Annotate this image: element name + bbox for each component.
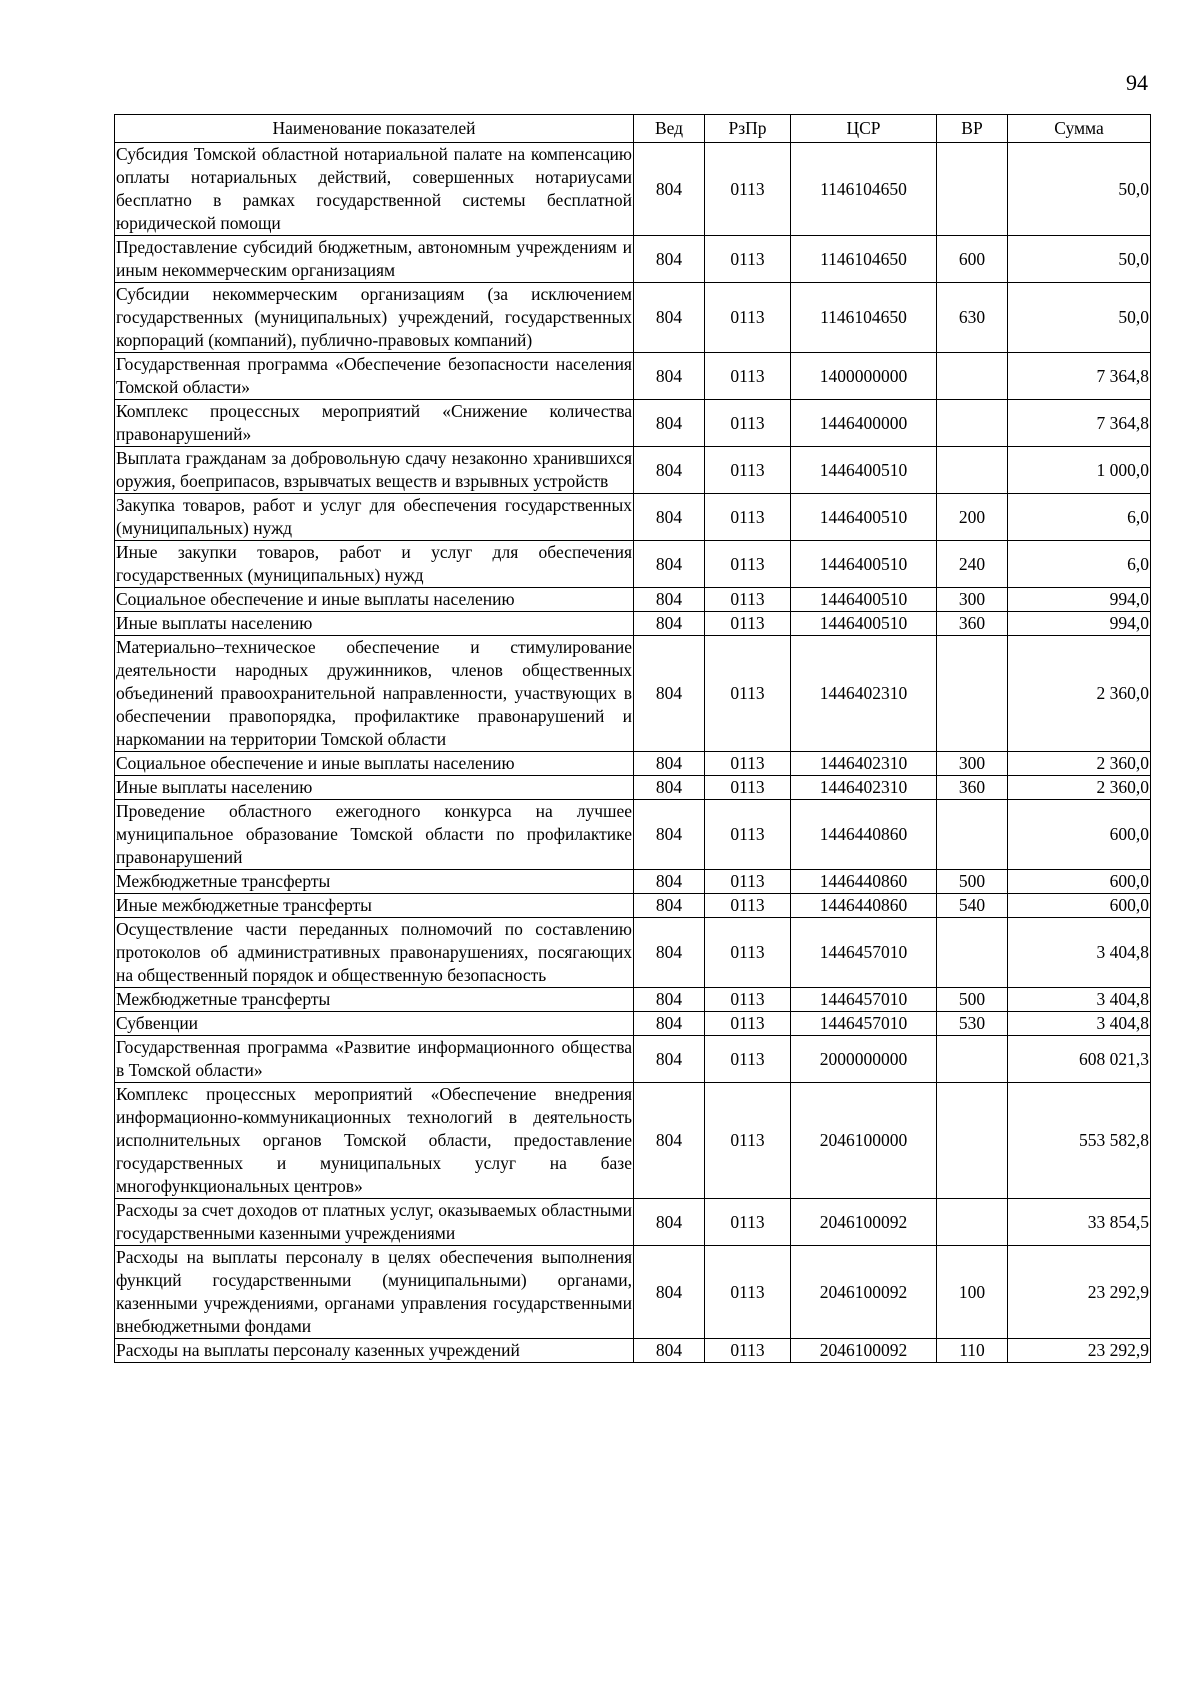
cell-ved: 804 xyxy=(634,918,705,988)
cell-name: Предоставление субсидий бюджетным, автономным учреждениям и иным некоммерческим организациям xyxy=(115,236,634,283)
table-row xyxy=(115,1199,1151,1246)
cell-csr: 1446402310 xyxy=(791,636,937,752)
table-row xyxy=(115,1012,1151,1036)
cell-sum: 2 360,0 xyxy=(1008,752,1151,776)
cell-ved: 804 xyxy=(634,988,705,1012)
cell-ved: 804 xyxy=(634,894,705,918)
cell-vr xyxy=(937,636,1008,752)
cell-sum: 600,0 xyxy=(1008,894,1151,918)
cell-rzpr: 0113 xyxy=(705,588,791,612)
cell-ved: 804 xyxy=(634,1036,705,1083)
cell-name: Материально–техническое обеспечение и стимулирование деятельности народных дружинников, членов общественных объединений правоохранительной направленности, участвующих в обеспечении правопорядка, профилактике правонарушений и наркомании на территории Томской области xyxy=(115,636,634,752)
cell-sum: 7 364,8 xyxy=(1008,400,1151,447)
cell-sum: 7 364,8 xyxy=(1008,353,1151,400)
cell-csr: 1446400510 xyxy=(791,588,937,612)
cell-sum: 2 360,0 xyxy=(1008,776,1151,800)
cell-csr: 1446457010 xyxy=(791,918,937,988)
cell-sum: 608 021,3 xyxy=(1008,1036,1151,1083)
cell-rzpr: 0113 xyxy=(705,236,791,283)
cell-sum: 2 360,0 xyxy=(1008,636,1151,752)
cell-name: Осуществление части переданных полномочий по составлению протоколов об административных правонарушениях, посягающих на общественный порядок и общественную безопасность xyxy=(115,918,634,988)
cell-name: Государственная программа «Развитие информационного общества в Томской области» xyxy=(115,1036,634,1083)
cell-rzpr: 0113 xyxy=(705,400,791,447)
cell-ved: 804 xyxy=(634,752,705,776)
cell-ved: 804 xyxy=(634,588,705,612)
cell-rzpr: 0113 xyxy=(705,447,791,494)
cell-rzpr: 0113 xyxy=(705,776,791,800)
cell-rzpr: 0113 xyxy=(705,918,791,988)
table-row xyxy=(115,1246,1151,1339)
cell-rzpr: 0113 xyxy=(705,1246,791,1339)
table-row xyxy=(115,636,1151,752)
table-row xyxy=(115,1036,1151,1083)
cell-rzpr: 0113 xyxy=(705,894,791,918)
cell-name: Межбюджетные трансферты xyxy=(115,988,634,1012)
table-row xyxy=(115,400,1151,447)
table-body xyxy=(115,143,1151,1363)
table-row xyxy=(115,918,1151,988)
cell-sum: 33 854,5 xyxy=(1008,1199,1151,1246)
cell-csr: 1446402310 xyxy=(791,752,937,776)
cell-sum: 3 404,8 xyxy=(1008,918,1151,988)
cell-name: Иные выплаты населению xyxy=(115,612,634,636)
table-row xyxy=(115,894,1151,918)
cell-vr xyxy=(937,800,1008,870)
cell-rzpr: 0113 xyxy=(705,1012,791,1036)
cell-name: Субсидия Томской областной нотариальной палате на компенсацию оплаты нотариальных действий, совершенных нотариусами бесплатно в рамках государственной системы бесплатной юридической помощи xyxy=(115,143,634,236)
cell-rzpr: 0113 xyxy=(705,353,791,400)
cell-ved: 804 xyxy=(634,1246,705,1339)
cell-ved: 804 xyxy=(634,1012,705,1036)
cell-rzpr: 0113 xyxy=(705,143,791,236)
cell-csr: 2046100092 xyxy=(791,1246,937,1339)
table-row xyxy=(115,143,1151,236)
cell-name: Комплекс процессных мероприятий «Обеспечение внедрения информационно-коммуникационных технологий в деятельность исполнительных органов Томской области, предоставление государственных и муниципальных услуг на базе многофункциональных центров» xyxy=(115,1083,634,1199)
cell-ved: 804 xyxy=(634,870,705,894)
table-row xyxy=(115,870,1151,894)
cell-csr: 1446400510 xyxy=(791,612,937,636)
cell-sum: 50,0 xyxy=(1008,236,1151,283)
cell-csr: 1146104650 xyxy=(791,143,937,236)
cell-rzpr: 0113 xyxy=(705,800,791,870)
cell-vr: 360 xyxy=(937,612,1008,636)
cell-name: Иные выплаты населению xyxy=(115,776,634,800)
cell-csr: 2046100092 xyxy=(791,1199,937,1246)
table-row xyxy=(115,494,1151,541)
cell-name: Иные межбюджетные трансферты xyxy=(115,894,634,918)
header-vr: ВР xyxy=(937,115,1008,143)
cell-name: Субвенции xyxy=(115,1012,634,1036)
table-row xyxy=(115,353,1151,400)
cell-rzpr: 0113 xyxy=(705,988,791,1012)
cell-csr: 1446400510 xyxy=(791,494,937,541)
cell-sum: 50,0 xyxy=(1008,143,1151,236)
cell-name: Расходы на выплаты персоналу казенных учреждений xyxy=(115,1339,634,1363)
header-sum: Сумма xyxy=(1008,115,1151,143)
cell-ved: 804 xyxy=(634,1339,705,1363)
cell-vr xyxy=(937,1036,1008,1083)
table-row xyxy=(115,612,1151,636)
cell-csr: 1446440860 xyxy=(791,894,937,918)
table-header-row xyxy=(115,115,1151,143)
cell-csr: 1446457010 xyxy=(791,988,937,1012)
cell-vr: 200 xyxy=(937,494,1008,541)
table-row xyxy=(115,800,1151,870)
cell-rzpr: 0113 xyxy=(705,870,791,894)
cell-csr: 1446400000 xyxy=(791,400,937,447)
cell-name: Социальное обеспечение и иные выплаты населению xyxy=(115,752,634,776)
table-row xyxy=(115,283,1151,353)
cell-ved: 804 xyxy=(634,541,705,588)
cell-vr: 500 xyxy=(937,870,1008,894)
cell-rzpr: 0113 xyxy=(705,752,791,776)
cell-ved: 804 xyxy=(634,612,705,636)
table-row xyxy=(115,1339,1151,1363)
cell-name: Проведение областного ежегодного конкурса на лучшее муниципальное образование Томской области по профилактике правонарушений xyxy=(115,800,634,870)
cell-vr: 600 xyxy=(937,236,1008,283)
cell-csr: 1446400510 xyxy=(791,541,937,588)
cell-vr: 110 xyxy=(937,1339,1008,1363)
cell-csr: 1146104650 xyxy=(791,236,937,283)
cell-sum: 994,0 xyxy=(1008,612,1151,636)
cell-vr: 630 xyxy=(937,283,1008,353)
cell-vr xyxy=(937,143,1008,236)
cell-sum: 1 000,0 xyxy=(1008,447,1151,494)
cell-ved: 804 xyxy=(634,143,705,236)
cell-sum: 600,0 xyxy=(1008,800,1151,870)
cell-sum: 50,0 xyxy=(1008,283,1151,353)
cell-csr: 1446440860 xyxy=(791,800,937,870)
cell-ved: 804 xyxy=(634,776,705,800)
table-row xyxy=(115,588,1151,612)
cell-ved: 804 xyxy=(634,494,705,541)
cell-vr: 540 xyxy=(937,894,1008,918)
cell-vr xyxy=(937,447,1008,494)
cell-rzpr: 0113 xyxy=(705,1339,791,1363)
table-row xyxy=(115,988,1151,1012)
cell-vr: 530 xyxy=(937,1012,1008,1036)
cell-ved: 804 xyxy=(634,1083,705,1199)
cell-csr: 1146104650 xyxy=(791,283,937,353)
cell-rzpr: 0113 xyxy=(705,494,791,541)
cell-ved: 804 xyxy=(634,400,705,447)
cell-ved: 804 xyxy=(634,283,705,353)
cell-rzpr: 0113 xyxy=(705,1083,791,1199)
cell-csr: 1446402310 xyxy=(791,776,937,800)
cell-ved: 804 xyxy=(634,636,705,752)
cell-vr xyxy=(937,400,1008,447)
cell-name: Расходы на выплаты персоналу в целях обеспечения выполнения функций государственными (муниципальными) органами, казенными учреждениями, органами управления государственными внебюджетными фондами xyxy=(115,1246,634,1339)
cell-csr: 2046100092 xyxy=(791,1339,937,1363)
cell-ved: 804 xyxy=(634,447,705,494)
cell-ved: 804 xyxy=(634,1199,705,1246)
cell-sum: 6,0 xyxy=(1008,494,1151,541)
header-rzpr: РзПр xyxy=(705,115,791,143)
header-name: Наименование показателей xyxy=(115,115,634,143)
cell-vr: 360 xyxy=(937,776,1008,800)
cell-name: Закупка товаров, работ и услуг для обеспечения государственных (муниципальных) нужд xyxy=(115,494,634,541)
cell-sum: 600,0 xyxy=(1008,870,1151,894)
cell-sum: 6,0 xyxy=(1008,541,1151,588)
table-row xyxy=(115,236,1151,283)
table-row xyxy=(115,752,1151,776)
cell-csr: 1446457010 xyxy=(791,1012,937,1036)
cell-sum: 553 582,8 xyxy=(1008,1083,1151,1199)
cell-vr xyxy=(937,918,1008,988)
cell-rzpr: 0113 xyxy=(705,541,791,588)
cell-vr: 300 xyxy=(937,752,1008,776)
cell-rzpr: 0113 xyxy=(705,612,791,636)
cell-csr: 1400000000 xyxy=(791,353,937,400)
cell-sum: 23 292,9 xyxy=(1008,1246,1151,1339)
cell-name: Комплекс процессных мероприятий «Снижение количества правонарушений» xyxy=(115,400,634,447)
table-row xyxy=(115,541,1151,588)
cell-sum: 23 292,9 xyxy=(1008,1339,1151,1363)
budget-table xyxy=(114,114,1151,1363)
cell-rzpr: 0113 xyxy=(705,283,791,353)
cell-vr: 300 xyxy=(937,588,1008,612)
header-csr: ЦСР xyxy=(791,115,937,143)
cell-name: Межбюджетные трансферты xyxy=(115,870,634,894)
cell-name: Социальное обеспечение и иные выплаты населению xyxy=(115,588,634,612)
cell-csr: 2000000000 xyxy=(791,1036,937,1083)
cell-csr: 1446440860 xyxy=(791,870,937,894)
cell-vr: 100 xyxy=(937,1246,1008,1339)
table-row xyxy=(115,447,1151,494)
cell-ved: 804 xyxy=(634,353,705,400)
cell-sum: 994,0 xyxy=(1008,588,1151,612)
cell-rzpr: 0113 xyxy=(705,636,791,752)
cell-vr xyxy=(937,1083,1008,1199)
table-row xyxy=(115,1083,1151,1199)
cell-name: Иные закупки товаров, работ и услуг для обеспечения государственных (муниципальных) нужд xyxy=(115,541,634,588)
table-row xyxy=(115,776,1151,800)
cell-name: Выплата гражданам за добровольную сдачу незаконно хранившихся оружия, боеприпасов, взрывчатых веществ и взрывных устройств xyxy=(115,447,634,494)
cell-ved: 804 xyxy=(634,800,705,870)
cell-vr: 240 xyxy=(937,541,1008,588)
cell-sum: 3 404,8 xyxy=(1008,1012,1151,1036)
cell-name: Государственная программа «Обеспечение безопасности населения Томской области» xyxy=(115,353,634,400)
page-number: 94 xyxy=(1126,70,1148,95)
cell-rzpr: 0113 xyxy=(705,1036,791,1083)
cell-vr xyxy=(937,353,1008,400)
cell-vr: 500 xyxy=(937,988,1008,1012)
cell-ved: 804 xyxy=(634,236,705,283)
cell-name: Субсидии некоммерческим организациям (за исключением государственных (муниципальных) учреждений, государственных корпораций (компаний), публично-правовых компаний) xyxy=(115,283,634,353)
cell-name: Расходы за счет доходов от платных услуг, оказываемых областными государственными казенными учреждениями xyxy=(115,1199,634,1246)
cell-vr xyxy=(937,1199,1008,1246)
cell-sum: 3 404,8 xyxy=(1008,988,1151,1012)
cell-rzpr: 0113 xyxy=(705,1199,791,1246)
cell-csr: 1446400510 xyxy=(791,447,937,494)
cell-csr: 2046100000 xyxy=(791,1083,937,1199)
header-ved: Вед xyxy=(634,115,705,143)
